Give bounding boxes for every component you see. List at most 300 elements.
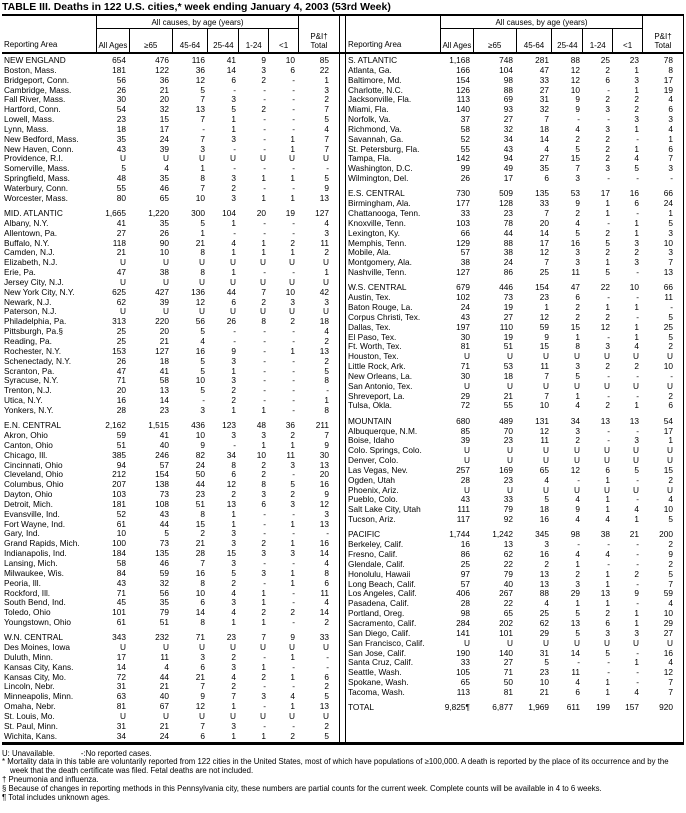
value-cell: 9 <box>200 691 205 702</box>
pi-label-line1: P&I† <box>654 32 672 41</box>
column-header-reporting-area <box>2 16 97 52</box>
value-cell: - <box>292 587 295 598</box>
value-cell: - <box>292 267 295 278</box>
reporting-area-cell: Portland, Oreg. <box>348 608 405 619</box>
value-cell: 38 <box>503 247 513 258</box>
value-cell: 29 <box>539 627 549 638</box>
value-cell: 123 <box>222 420 236 431</box>
value-cell: U <box>604 637 610 648</box>
value-cell: U <box>543 351 549 362</box>
value-cell: - <box>577 114 580 125</box>
pi-label-line2: Total <box>654 40 672 50</box>
value-cell: 14 <box>159 395 169 406</box>
value-cell: 2 <box>231 577 236 588</box>
column-header-label: <1 <box>279 40 289 50</box>
reporting-area-cell: Colo. Springs, Colo. <box>348 445 422 456</box>
value-cell: 16 <box>539 549 549 560</box>
value-cell: - <box>636 647 639 658</box>
value-cell: 4 <box>324 326 329 337</box>
value-cell: 3 <box>290 498 295 509</box>
value-cell: - <box>233 163 236 174</box>
value-cell: 12 <box>570 64 580 75</box>
value-cell: 313 <box>112 316 126 327</box>
value-cell: 7 <box>200 114 205 125</box>
reporting-area-cell: Minneapolis, Minn. <box>4 691 74 702</box>
value-cell: U <box>289 276 295 287</box>
value-cell: 43 <box>116 143 126 154</box>
value-cell: U <box>323 711 329 722</box>
value-cell: 88 <box>503 84 513 95</box>
value-cell: - <box>636 539 639 550</box>
value-cell: 35 <box>539 163 549 174</box>
value-cell: 30 <box>460 331 470 342</box>
value-cell: 39 <box>159 296 169 307</box>
value-cell: - <box>292 681 295 692</box>
value-cell: 1 <box>290 567 295 578</box>
value-cell: 4 <box>231 587 236 598</box>
value-cell: 138 <box>155 479 169 490</box>
age-column-headers <box>97 29 298 52</box>
value-cell: 5 <box>324 730 329 741</box>
value-cell: - <box>292 114 295 125</box>
value-cell: 78 <box>663 55 673 65</box>
value-cell: 3 <box>200 651 205 662</box>
value-cell: - <box>292 163 295 174</box>
value-cell: 56 <box>159 587 169 598</box>
value-cell: U <box>230 276 236 287</box>
reporting-area-cell: Kansas City, Kans. <box>4 661 74 672</box>
value-cell: 16 <box>629 188 639 199</box>
value-cell: U <box>289 153 295 164</box>
value-cell: 6 <box>231 74 236 85</box>
value-cell: 1 <box>605 302 610 313</box>
value-cell: 6 <box>261 498 266 509</box>
value-cell: 43 <box>116 577 126 588</box>
value-cell: 108 <box>155 498 169 509</box>
value-cell: - <box>263 508 266 519</box>
value-cell: - <box>607 370 610 381</box>
value-cell: U <box>633 637 639 648</box>
value-cell: 3 <box>575 425 580 436</box>
value-cell: 3 <box>634 627 639 638</box>
value-cell: 3 <box>231 661 236 672</box>
value-cell: 6 <box>200 597 205 608</box>
value-cell: 12 <box>570 464 580 475</box>
column-header-age <box>97 29 130 52</box>
value-cell: 90 <box>159 237 169 248</box>
value-cell: 62 <box>503 549 513 560</box>
value-cell: 4 <box>290 691 295 702</box>
value-cell: - <box>292 104 295 115</box>
value-cell: U <box>667 484 673 495</box>
value-cell: 118 <box>112 237 126 248</box>
value-cell: 49 <box>503 163 513 174</box>
reporting-area-cell: St. Paul, Minn. <box>4 720 58 731</box>
table-row <box>2 406 339 416</box>
value-cell: 71 <box>195 632 205 643</box>
value-cell: 47 <box>539 64 549 75</box>
value-cell: 2 <box>290 316 295 327</box>
value-cell: 71 <box>116 375 126 386</box>
reporting-area-cell: Wichita, Kans. <box>4 730 58 741</box>
value-cell: - <box>292 557 295 568</box>
value-cell: U <box>667 445 673 456</box>
value-cell: - <box>263 182 266 193</box>
value-cell: 7 <box>261 286 266 297</box>
value-cell: 2 <box>231 385 236 396</box>
value-cell: 300 <box>191 208 205 219</box>
value-cell: 6 <box>668 400 673 411</box>
value-cell: 21 <box>629 529 639 540</box>
value-cell: 15 <box>159 114 169 125</box>
reporting-area-cell: Cambridge, Mass. <box>4 84 72 95</box>
value-cell: 44 <box>226 286 236 297</box>
value-cell: 10 <box>570 84 580 95</box>
value-cell: 920 <box>659 702 673 713</box>
value-cell: 446 <box>499 282 513 293</box>
reporting-area-cell: Austin, Tex. <box>348 292 391 303</box>
value-cell: 5 <box>200 217 205 228</box>
value-cell: 3 <box>605 163 610 174</box>
value-cell: - <box>607 657 610 668</box>
reporting-area-cell: Buffalo, N.Y. <box>4 237 50 248</box>
value-cell: - <box>636 667 639 678</box>
reporting-area-cell: Corpus Christi, Tex. <box>348 311 421 322</box>
value-cell: 18 <box>159 355 169 366</box>
value-cell: 220 <box>155 316 169 327</box>
value-cell: 58 <box>116 557 126 568</box>
reporting-area-cell: Birmingham, Ala. <box>348 198 411 209</box>
value-cell: 113 <box>456 686 470 697</box>
value-cell: U <box>604 455 610 466</box>
value-cell: U <box>289 306 295 317</box>
value-cell: 3 <box>261 548 266 559</box>
value-cell: 3 <box>544 539 549 550</box>
reporting-area-cell: New Bedford, Mass. <box>4 133 79 144</box>
value-cell: 27 <box>503 311 513 322</box>
legend-unavailable: U: Unavailable. <box>2 748 55 758</box>
value-cell: 33 <box>539 74 549 85</box>
value-cell: 7 <box>200 133 205 144</box>
value-cell: 57 <box>159 459 169 470</box>
column-header-age <box>517 29 553 52</box>
reporting-area-cell: Indianapolis, Ind. <box>4 548 67 559</box>
reporting-area-cell: Honolulu, Hawaii <box>348 568 411 579</box>
value-cell: 13 <box>663 267 673 278</box>
value-cell: 15 <box>226 548 236 559</box>
value-cell: 44 <box>159 671 169 682</box>
value-cell: - <box>292 227 295 238</box>
value-cell: 4 <box>575 549 580 560</box>
value-cell: 5 <box>164 528 169 539</box>
age-group-label: All causes, by age (years) <box>97 16 298 29</box>
value-cell: - <box>263 651 266 662</box>
value-cell: 3 <box>231 94 236 105</box>
value-cell: 7 <box>200 681 205 692</box>
value-cell: 8 <box>200 508 205 519</box>
value-cell: 5 <box>668 331 673 342</box>
value-cell: U <box>323 642 329 653</box>
value-cell: - <box>577 474 580 485</box>
value-cell: U <box>667 637 673 648</box>
value-cell: 7 <box>668 677 673 688</box>
value-cell: - <box>263 528 266 539</box>
value-cell: 2 <box>261 607 266 618</box>
reporting-area-cell: MID. ATLANTIC <box>4 208 63 219</box>
reporting-area-cell: Tulsa, Okla. <box>348 400 392 411</box>
reporting-area-cell: San Antonio, Tex. <box>348 380 413 391</box>
value-cell: - <box>263 365 266 376</box>
value-cell: 20 <box>159 326 169 337</box>
table-row <box>2 579 339 589</box>
reporting-area-cell: Springfield, Mass. <box>4 173 70 184</box>
value-cell: 2 <box>290 430 295 440</box>
value-cell: U <box>604 380 610 391</box>
value-cell: 2 <box>605 311 610 322</box>
value-cell: 48 <box>116 173 126 184</box>
value-cell: 9 <box>290 632 295 643</box>
value-cell: 12 <box>195 701 205 712</box>
reporting-area-cell: Pueblo, Colo. <box>348 494 398 505</box>
value-cell: 1 <box>231 114 236 125</box>
value-cell: 2 <box>605 361 610 372</box>
value-cell: 1 <box>575 558 580 569</box>
footnote-pilcrow <box>2 794 684 803</box>
reporting-area-cell: Omaha, Nebr. <box>4 701 56 712</box>
value-cell: 2 <box>605 94 610 105</box>
value-cell: - <box>292 469 295 480</box>
reporting-area-cell: W.S. CENTRAL <box>348 282 407 293</box>
reporting-area-cell: Las Vegas, Nev. <box>348 464 408 475</box>
value-cell: 88 <box>539 588 549 599</box>
reporting-area-cell: Waterbury, Conn. <box>4 182 69 193</box>
value-cell: 9 <box>575 94 580 105</box>
value-cell: 1 <box>605 677 610 688</box>
value-cell: 1 <box>290 192 295 203</box>
value-cell: 5 <box>200 84 205 95</box>
reporting-area-cell: Lansing, Mich. <box>4 557 58 568</box>
value-cell: 1 <box>231 365 236 376</box>
value-cell: - <box>202 123 205 134</box>
total-row <box>346 703 683 713</box>
column-header-label: 1-24 <box>245 40 262 50</box>
value-cell: U <box>507 380 513 391</box>
table-body <box>346 54 683 713</box>
value-cell: 30 <box>116 94 126 105</box>
value-cell: 4 <box>634 686 639 697</box>
value-cell: 1 <box>324 267 329 278</box>
reporting-area-cell: Cleveland, Ohio <box>4 469 64 480</box>
value-cell: 1 <box>261 192 266 203</box>
value-cell: - <box>607 539 610 550</box>
reporting-area-cell: PACIFIC <box>348 529 381 540</box>
value-cell: 5 <box>668 311 673 322</box>
value-cell: 2 <box>668 558 673 569</box>
table-row <box>346 427 683 437</box>
value-cell: 3 <box>231 430 236 440</box>
value-cell: 9 <box>575 104 580 115</box>
value-cell: 58 <box>159 375 169 386</box>
value-cell: 3 <box>575 247 580 258</box>
reporting-area-cell: Fall River, Mass. <box>4 94 66 105</box>
value-cell: 16 <box>319 479 329 490</box>
value-cell: 284 <box>456 617 470 628</box>
value-cell: - <box>292 720 295 731</box>
value-cell: 2 <box>634 361 639 372</box>
value-cell: - <box>263 94 266 105</box>
value-cell: 31 <box>539 647 549 658</box>
value-cell: - <box>670 173 673 184</box>
reporting-area-cell: Peoria, Ill. <box>4 577 41 588</box>
value-cell: 7 <box>200 94 205 105</box>
value-cell: 103 <box>456 217 470 228</box>
reporting-area-cell: Charlotte, N.C. <box>348 84 403 95</box>
value-cell: 8 <box>575 341 580 352</box>
reporting-area-cell: Washington, D.C. <box>348 163 413 174</box>
reporting-area-cell: Allentown, Pa. <box>4 227 58 238</box>
value-cell: - <box>326 163 329 174</box>
table-row <box>2 618 339 628</box>
value-cell: 9 <box>324 439 329 450</box>
column-header-age <box>208 29 239 52</box>
value-cell: - <box>233 227 236 238</box>
value-cell: U <box>120 642 126 653</box>
value-cell: 131 <box>535 415 549 426</box>
table-header <box>2 16 339 54</box>
reporting-area-cell: Somerville, Mass. <box>4 163 70 174</box>
table-body <box>2 54 339 742</box>
value-cell: 2 <box>261 74 266 85</box>
value-cell: 2 <box>290 730 295 741</box>
value-cell: 2 <box>261 296 266 307</box>
value-cell: 9 <box>231 345 236 356</box>
value-cell: 43 <box>460 311 470 322</box>
value-cell: 12 <box>195 74 205 85</box>
section-row <box>2 209 339 219</box>
value-cell: 2 <box>324 617 329 628</box>
value-cell: U <box>507 445 513 456</box>
reporting-area-cell: Kansas City, Mo. <box>4 671 67 682</box>
value-cell: - <box>263 143 266 154</box>
value-cell: 6 <box>575 686 580 697</box>
reporting-area-cell: Erie, Pa. <box>4 267 36 278</box>
value-cell: - <box>263 395 266 406</box>
value-cell: 33 <box>460 657 470 668</box>
value-cell: 154 <box>535 282 549 293</box>
value-cell: 3 <box>324 227 329 238</box>
value-cell: 16 <box>663 647 673 658</box>
reporting-area-cell: Scranton, Pa. <box>4 365 55 376</box>
value-cell: U <box>260 257 266 268</box>
reporting-area-cell: Dayton, Ohio <box>4 489 53 500</box>
value-cell: 66 <box>663 282 673 293</box>
value-cell: 2 <box>261 538 266 549</box>
value-cell: 4 <box>324 123 329 134</box>
reporting-area-cell: Tucson, Ariz. <box>348 514 396 525</box>
reporting-area-label: Reporting Area <box>348 40 402 49</box>
footnote-marker: † <box>2 775 7 785</box>
value-cell: 3 <box>575 361 580 372</box>
value-cell: U <box>543 380 549 391</box>
column-header-pi-total <box>643 16 683 52</box>
reporting-area-cell: MOUNTAIN <box>348 415 392 426</box>
value-cell: 1 <box>634 217 639 228</box>
footnote-text: Pneumonia and influenza. <box>8 775 99 785</box>
reporting-area-cell: Houston, Tex. <box>348 351 399 362</box>
value-cell: U <box>260 642 266 653</box>
value-cell: U <box>163 642 169 653</box>
value-cell: 199 <box>596 702 610 713</box>
value-cell: 13 <box>319 192 329 203</box>
value-cell: - <box>292 375 295 386</box>
value-cell: 46 <box>159 182 169 193</box>
table-row <box>346 239 683 249</box>
value-cell: 202 <box>499 617 513 628</box>
table-row <box>2 327 339 337</box>
value-cell: U <box>289 711 295 722</box>
value-cell: 2,162 <box>105 420 126 431</box>
value-cell: 3 <box>668 163 673 174</box>
value-cell: 79 <box>159 607 169 618</box>
value-cell: 81 <box>460 341 470 352</box>
footnote-marker: ¶ <box>2 793 7 803</box>
reporting-area-cell: Rockford, Ill. <box>4 587 51 598</box>
value-cell: 1 <box>290 651 295 662</box>
value-cell: 105 <box>456 667 470 678</box>
value-cell: 142 <box>456 153 470 164</box>
value-cell: 1 <box>324 74 329 85</box>
value-cell: - <box>292 326 295 337</box>
value-cell: 62 <box>116 296 126 307</box>
value-cell: 1 <box>634 302 639 313</box>
value-cell: 16 <box>539 514 549 525</box>
value-cell: 25 <box>116 326 126 337</box>
value-cell: 2 <box>200 528 205 539</box>
value-cell: 6 <box>575 292 580 303</box>
reporting-area-cell: Chattanooga, Tenn. <box>348 208 421 219</box>
value-cell: 71 <box>116 587 126 598</box>
value-cell: 5 <box>121 163 126 174</box>
value-cell: 13 <box>570 617 580 628</box>
reporting-area-cell: Mobile, Ala. <box>348 247 391 258</box>
value-cell: U <box>199 711 205 722</box>
value-cell: 1 <box>605 578 610 589</box>
value-cell: 257 <box>456 464 470 475</box>
value-cell: 43 <box>159 508 169 519</box>
value-cell: 1 <box>605 474 610 485</box>
value-cell: 3 <box>324 296 329 307</box>
value-cell: 24 <box>159 133 169 144</box>
value-cell: 79 <box>503 504 513 515</box>
value-cell: U <box>507 455 513 466</box>
reporting-area-cell: El Paso, Tex. <box>348 331 397 342</box>
value-cell: 4 <box>164 661 169 672</box>
value-cell: - <box>636 425 639 436</box>
value-cell: 1 <box>634 617 639 628</box>
column-header-age <box>474 29 517 52</box>
value-cell: 46 <box>159 557 169 568</box>
value-cell: 51 <box>116 439 126 450</box>
value-cell: 1 <box>200 163 205 174</box>
reporting-area-cell: Des Moines, Iowa <box>4 642 70 653</box>
value-cell: 1,242 <box>492 529 513 540</box>
value-cell: 2 <box>634 247 639 258</box>
value-cell: 65 <box>460 677 470 688</box>
table-row <box>2 258 339 268</box>
reporting-area-cell: Cincinnati, Ohio <box>4 459 63 470</box>
value-cell: 3 <box>605 104 610 115</box>
value-cell: 13 <box>319 518 329 529</box>
